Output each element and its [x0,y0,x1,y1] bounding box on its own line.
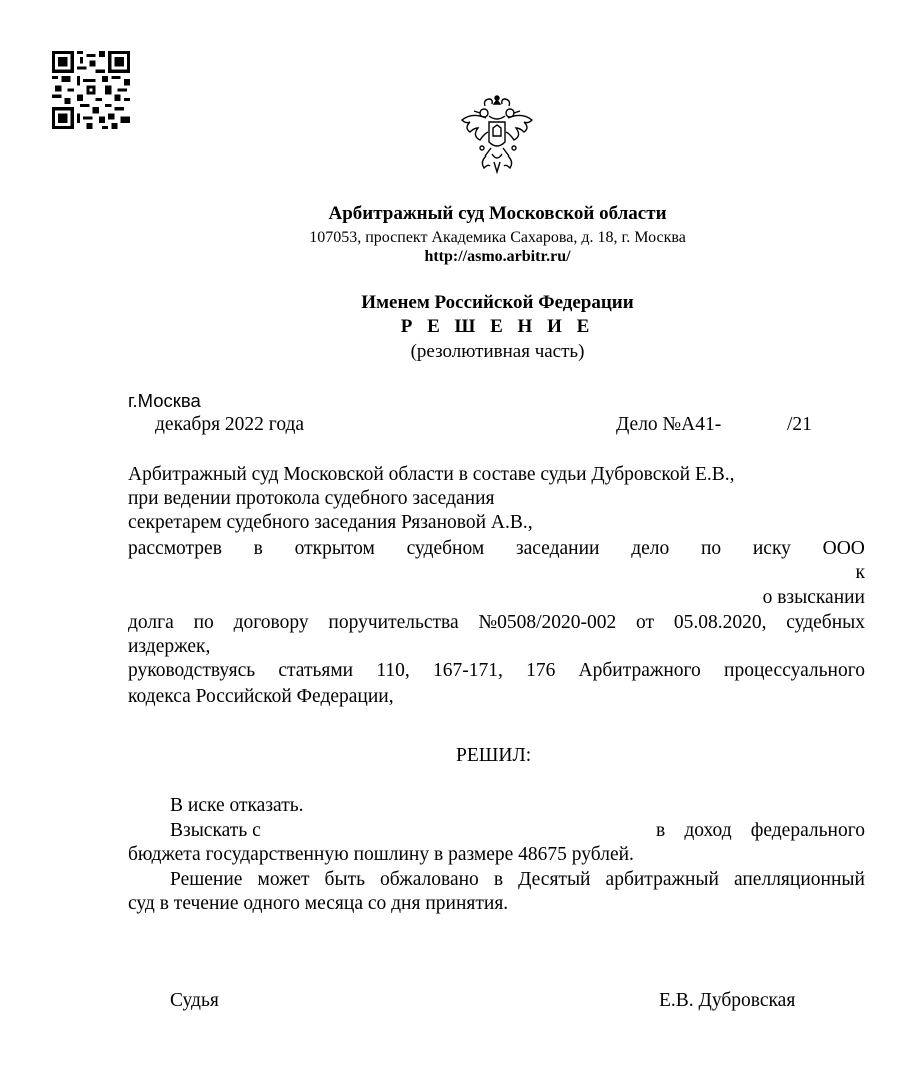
resolved-heading: РЕШИЛ: [456,745,532,766]
body-line-2: при ведении протокола судебного заседания [128,488,495,509]
coat-of-arms-icon [456,92,538,180]
case-number-prefix: Дело №А41- [616,414,722,435]
body-line-9: руководствуясь статьями 110, 167-171, 176 Арбитражного процессуального [128,660,865,681]
in-name-heading: Именем Российской Федерации [361,292,634,313]
decision-line-2-left: Взыскать с [170,820,261,841]
body-line-4: рассмотрев в открытом судебном заседании дело по иску ООО [128,538,865,559]
decision-line-5: суд в течение одного месяца со дня принятия. [128,893,509,914]
signature-name: Е.В. Дубровская [659,990,796,1011]
body-line-7: долга по договору поручительства №0508/2020-002 от 05.08.2020, судебных [128,612,865,633]
signature-title: Судья [170,990,219,1011]
decision-line-2-right: в доход федерального [656,820,865,841]
case-number-suffix: /21 [787,414,812,435]
decision-part: (резолютивная часть) [410,341,585,362]
body-line-5: к [855,562,865,583]
qr-code [52,50,130,130]
decision-line-3: бюджета государственную пошлину в размере 48675 рублей. [128,844,634,865]
decision-line-4: Решение может быть обжаловано в Десятый арбитражный апелляционный [170,869,865,890]
place: г.Москва [128,390,201,411]
decision-line-1: В иске отказать. [170,795,304,816]
body-line-3: секретарем судебного заседания Рязановой А.В., [128,512,533,533]
body-line-6: о взыскании [762,587,865,608]
decision-date: декабря 2022 года [155,414,305,435]
decision-title: Р Е Ш Е Н И Е [400,316,595,337]
court-name: Арбитражный суд Московской области [328,203,667,224]
court-website-link[interactable]: http://asmo.arbitr.ru/ [424,248,571,265]
body-line-10: кодекса Российской Федерации, [128,686,394,707]
court-address: 107053, проспект Академика Сахарова, д. 18, г. Москва [309,229,686,246]
body-line-1: Арбитражный суд Московской области в составе судьи Дубровской Е.В., [128,464,735,485]
body-line-8: издержек, [128,636,211,657]
